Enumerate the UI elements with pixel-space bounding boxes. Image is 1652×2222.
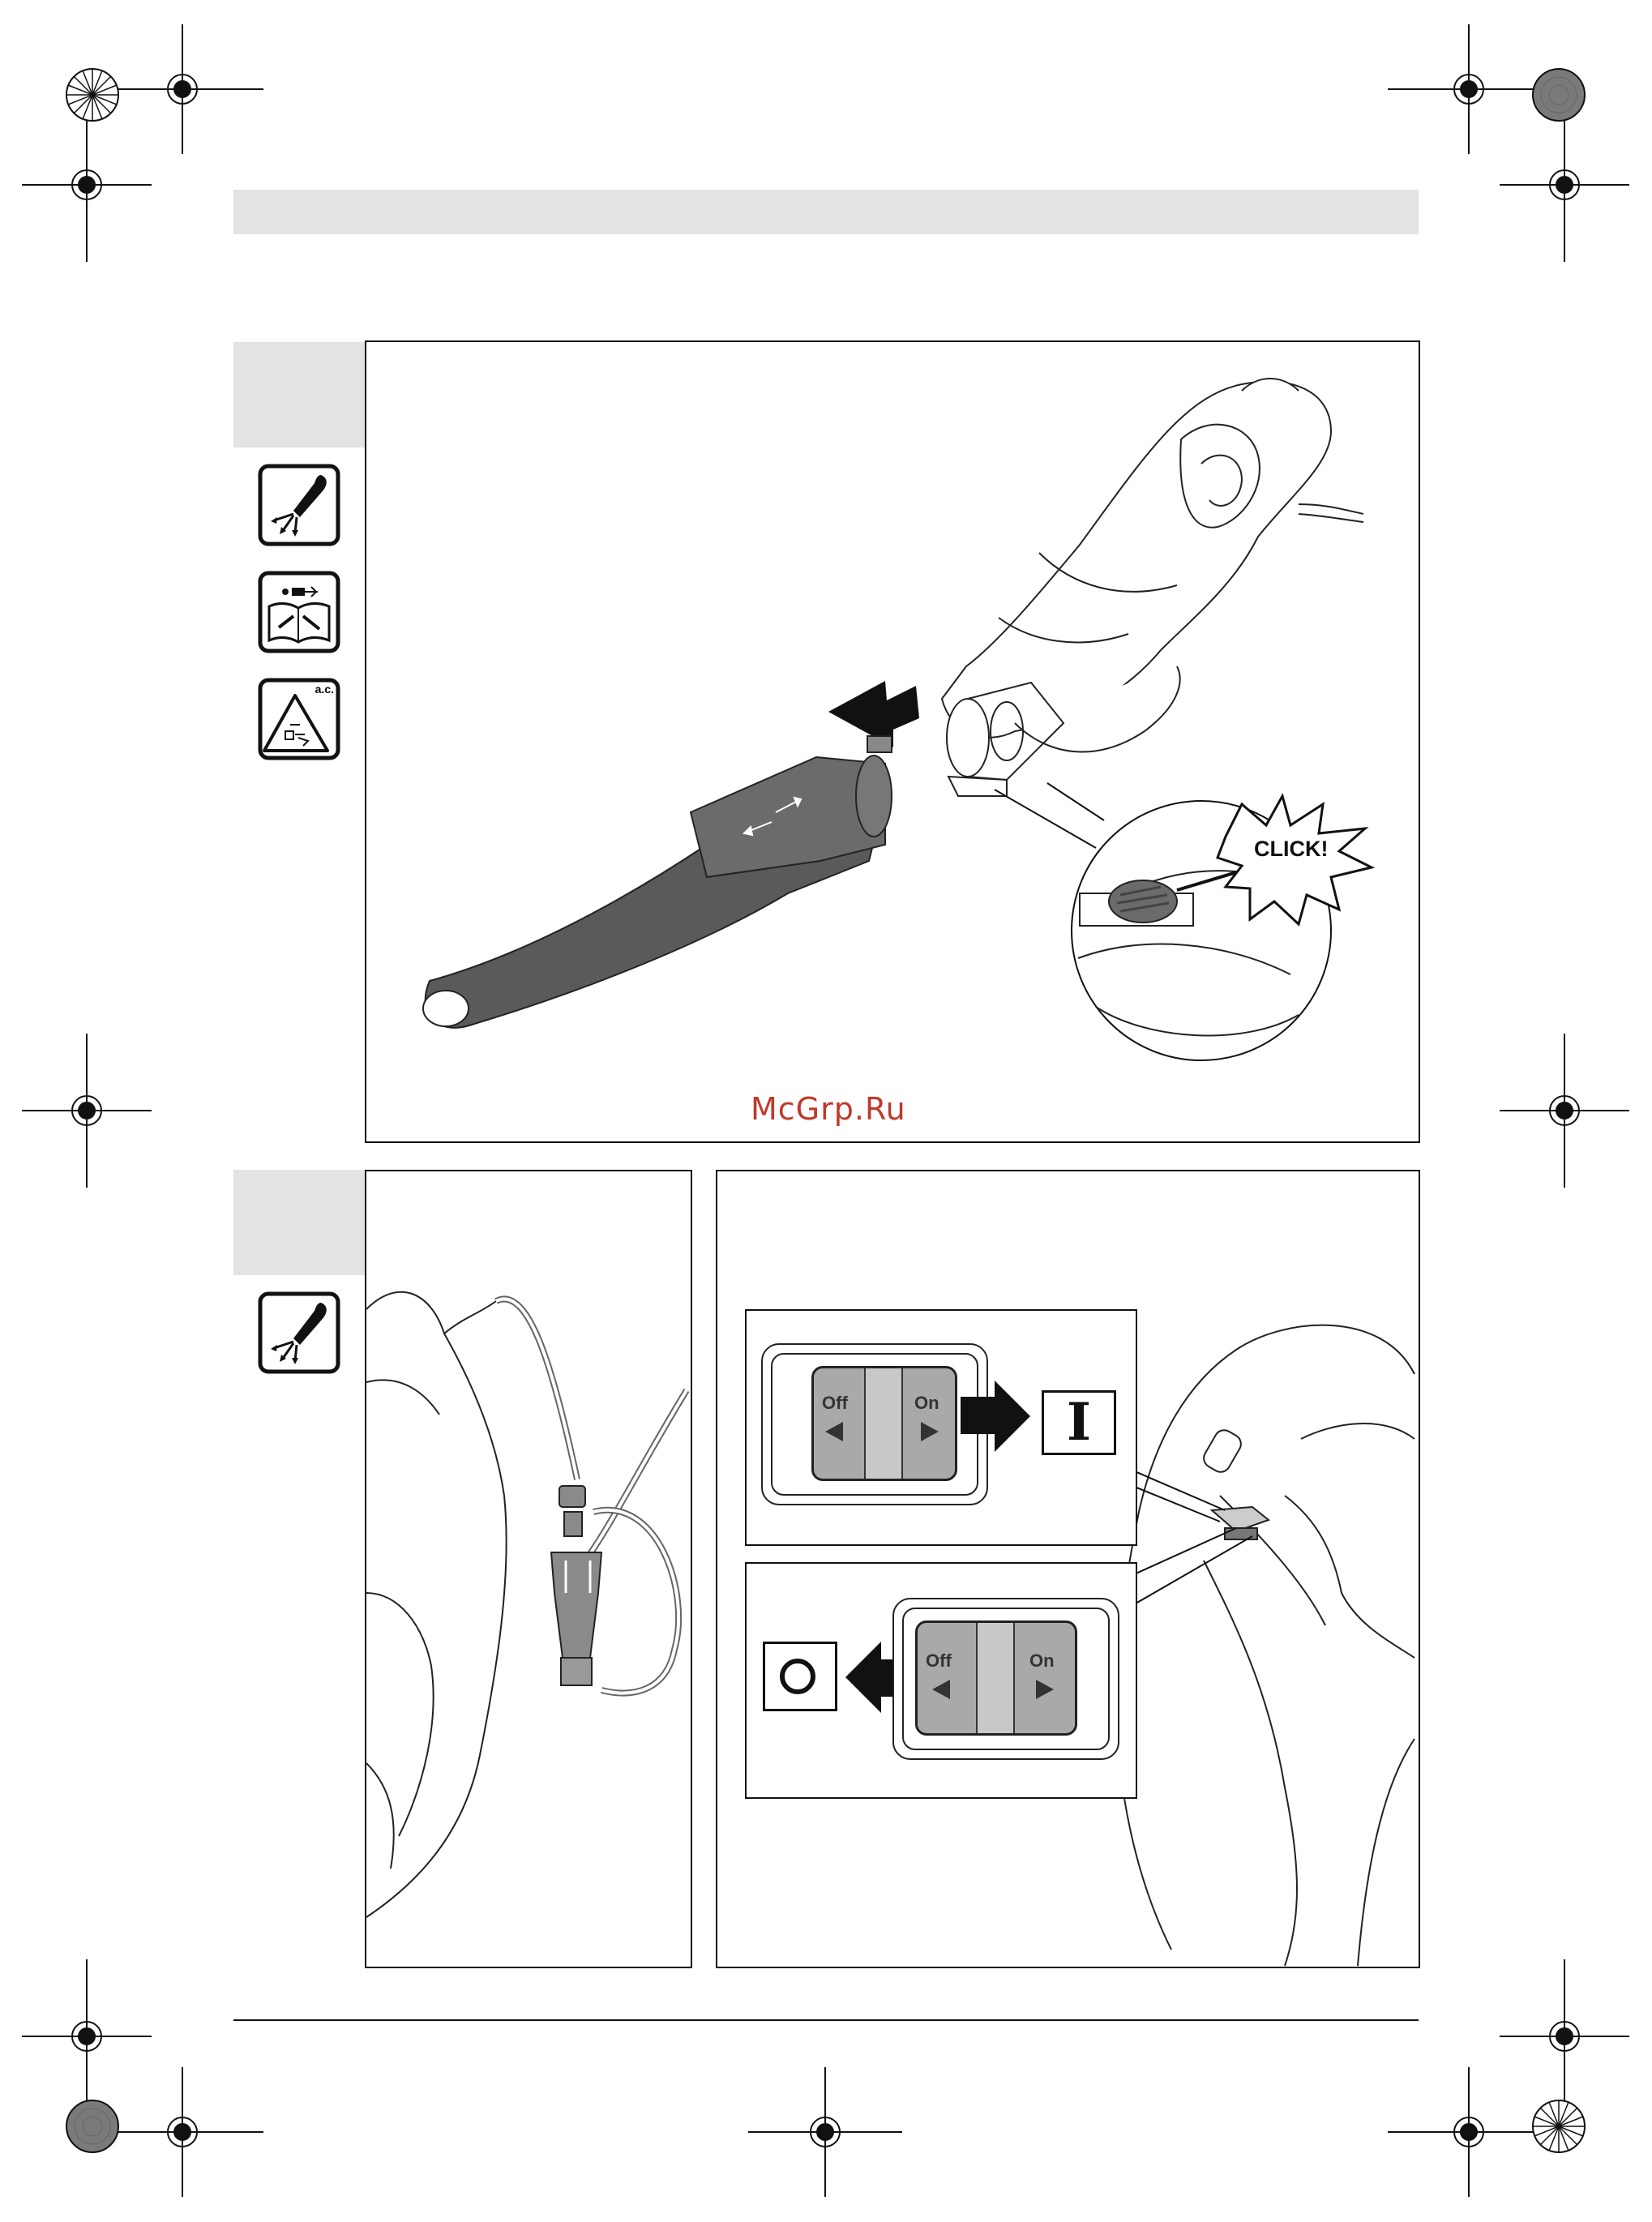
calibration-starburst — [1533, 2100, 1585, 2152]
calibration-starburst — [66, 69, 118, 121]
crosshair-mark — [1388, 24, 1550, 154]
figure-tab — [233, 342, 366, 447]
crosshair-mark — [1388, 2067, 1550, 2197]
switch-bezel — [892, 1598, 1119, 1760]
right-triangle-icon — [921, 1422, 939, 1441]
crosshair-mark — [1500, 1959, 1629, 2101]
crosshair-mark — [22, 1034, 152, 1188]
on-symbol-box — [1042, 1390, 1116, 1455]
arrow-right-icon — [961, 1397, 996, 1434]
blower-nozzle-illustration — [366, 342, 1419, 1141]
off-label: Off — [926, 1650, 952, 1671]
off-symbol-box — [763, 1642, 837, 1711]
on-label: On — [914, 1393, 939, 1413]
figure-2-switch-panel — [716, 1170, 1420, 1968]
ac-label: a.c. — [315, 683, 334, 696]
calibration-gray-disc — [1533, 69, 1585, 121]
on-label: On — [1029, 1650, 1055, 1671]
switch-on-inset — [745, 1309, 1137, 1546]
off-symbol — [780, 1659, 815, 1694]
figure-tab — [233, 1170, 366, 1275]
crosshair-mark — [748, 2067, 902, 2197]
blower-nozzle-icon — [258, 1291, 340, 1374]
crosshair-mark — [22, 120, 152, 262]
left-triangle-icon — [932, 1680, 950, 1699]
off-label: Off — [822, 1393, 848, 1413]
left-triangle-icon — [825, 1422, 843, 1441]
click-detail-circle — [1072, 796, 1372, 1060]
calibration-gray-disc — [66, 2100, 118, 2152]
figure-1-panel — [365, 340, 1420, 1143]
rocker-switch[interactable] — [915, 1620, 1077, 1736]
nozzle-opening — [423, 991, 469, 1026]
switch-off-inset — [745, 1562, 1137, 1799]
crosshair-mark — [1500, 120, 1629, 262]
header-band — [233, 190, 1419, 234]
on-symbol: I — [1067, 1392, 1091, 1453]
crosshair-mark — [101, 24, 263, 154]
arrow-left-icon-head — [845, 1642, 881, 1713]
watermark: McGrp.Ru — [751, 1091, 906, 1127]
right-triangle-icon — [1036, 1680, 1054, 1699]
ac-warning-icon — [258, 678, 340, 760]
cord-strain-relief-illustration — [366, 1171, 691, 1967]
read-manual-icon — [258, 571, 340, 653]
crosshair-mark — [101, 2067, 263, 2197]
crosshair-mark — [22, 1959, 152, 2101]
rocker-switch[interactable] — [811, 1366, 957, 1481]
arrow-right-icon-head — [995, 1381, 1030, 1452]
click-callout-text: CLICK! — [1254, 837, 1329, 861]
crosshair-mark — [1500, 1034, 1629, 1188]
switch-bezel — [761, 1343, 988, 1505]
blower-nozzle-icon — [258, 464, 340, 546]
figure-2-cord-panel — [365, 1170, 692, 1968]
